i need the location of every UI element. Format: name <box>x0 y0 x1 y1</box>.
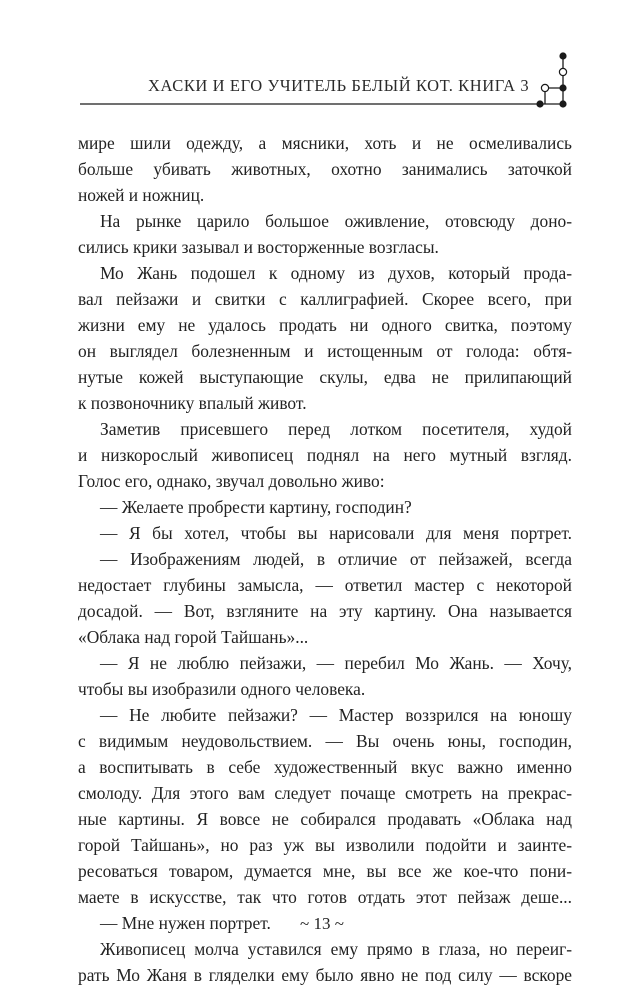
text-line: Заметив присевшего перед лотком посетителя, худой <box>100 419 572 439</box>
ornament-node-filled-mid <box>559 84 566 91</box>
text-line: мире шили одежду, а мясники, хоть и не осмеливались <box>78 133 572 153</box>
text-line: смолоду. Для этого вам следует почаще смотреть на прекрас- <box>78 783 572 803</box>
text-line: больше убивать животных, охотно занимались заточкой <box>78 159 572 179</box>
text-line: — Не любите пейзажи? — Мастер воззрился на юношу <box>100 705 572 725</box>
ornament-node-filled-bottom <box>559 100 566 107</box>
text-line: нутые кожей выступающие скулы, едва не прилипающий <box>78 367 572 387</box>
text-line: ные картины. Я вовсе не собирался продавать «Облака над <box>78 809 572 829</box>
text-line: — Я бы хотел, чтобы вы нарисовали для меня портрет. <box>100 523 572 543</box>
text-line: а воспитывать в себе художественный вкус важно именно <box>78 757 572 777</box>
text-line: чтобы вы изобразили одного человека. <box>78 679 366 699</box>
header-ornament <box>0 0 644 130</box>
text-line: жизни ему не удалось продать ни одного свитка, поэтому <box>78 315 572 335</box>
text-line: с видимым неудовольствием. — Вы очень юны, господин, <box>78 731 572 751</box>
text-line: маете в искусстве, так что готов отдать этот пейзаж деше... <box>78 887 572 907</box>
text-line: Мо Жань подошел к одному из духов, который прода- <box>100 263 572 283</box>
running-head-title: ХАСКИ И ЕГО УЧИТЕЛЬ БЕЛЫЙ КОТ. КНИГА 3 <box>148 76 530 95</box>
text-line: — Мне нужен портрет. <box>100 913 271 933</box>
text-line: «Облака над горой Тайшань»... <box>78 627 309 647</box>
text-line: и низкорослый живописец поднял на него мутный взгляд. <box>78 445 572 465</box>
text-line: — Я не люблю пейзажи, — перебил Мо Жань. — Хочу, <box>100 653 572 673</box>
ornament-node-hollow <box>559 68 566 75</box>
body-text <box>78 130 572 988</box>
page-number: ~ 13 ~ <box>300 914 344 933</box>
text-line: Голос его, однако, звучал довольно живо: <box>78 471 385 491</box>
text-line: — Изображениям людей, в отличие от пейзажей, всегда <box>100 549 572 569</box>
text-line: ножей и ножниц. <box>78 185 205 205</box>
text-line: вал пейзажи и свитки с каллиграфией. Скорее всего, при <box>78 289 572 309</box>
text-line: сились крики зазывал и восторженные возгласы. <box>78 237 439 257</box>
text-line: рать Мо Жаня в гляделки ему было явно не под силу — вскоре <box>78 965 572 985</box>
text-line: досадой. — Вот, взгляните на эту картину. Она называется <box>78 601 572 621</box>
ornament-node-filled-top <box>559 52 566 59</box>
text-line: — Желаете пробрести картину, господин? <box>100 497 412 517</box>
text-line: ресоваться товаром, думается мне, вы все же кое-что пони- <box>78 861 572 881</box>
text-line: недостает глубины замысла, — ответил мастер с некоторой <box>78 575 572 595</box>
ornament-node-filled-left <box>536 100 543 107</box>
text-line: он выглядел болезненным и истощенным от голода: обтя- <box>78 341 572 361</box>
ornament-node-hollow-left <box>541 84 548 91</box>
text-line: Живописец молча уставился ему прямо в глаза, но переиг- <box>100 939 572 959</box>
text-line: На рынке царило большое оживление, отовсюду доно- <box>100 211 572 231</box>
text-line: горой Тайшань», но раз уж вы изволили подойти и заинте- <box>78 835 572 855</box>
text-line: к позвоночнику впалый живот. <box>78 393 307 413</box>
